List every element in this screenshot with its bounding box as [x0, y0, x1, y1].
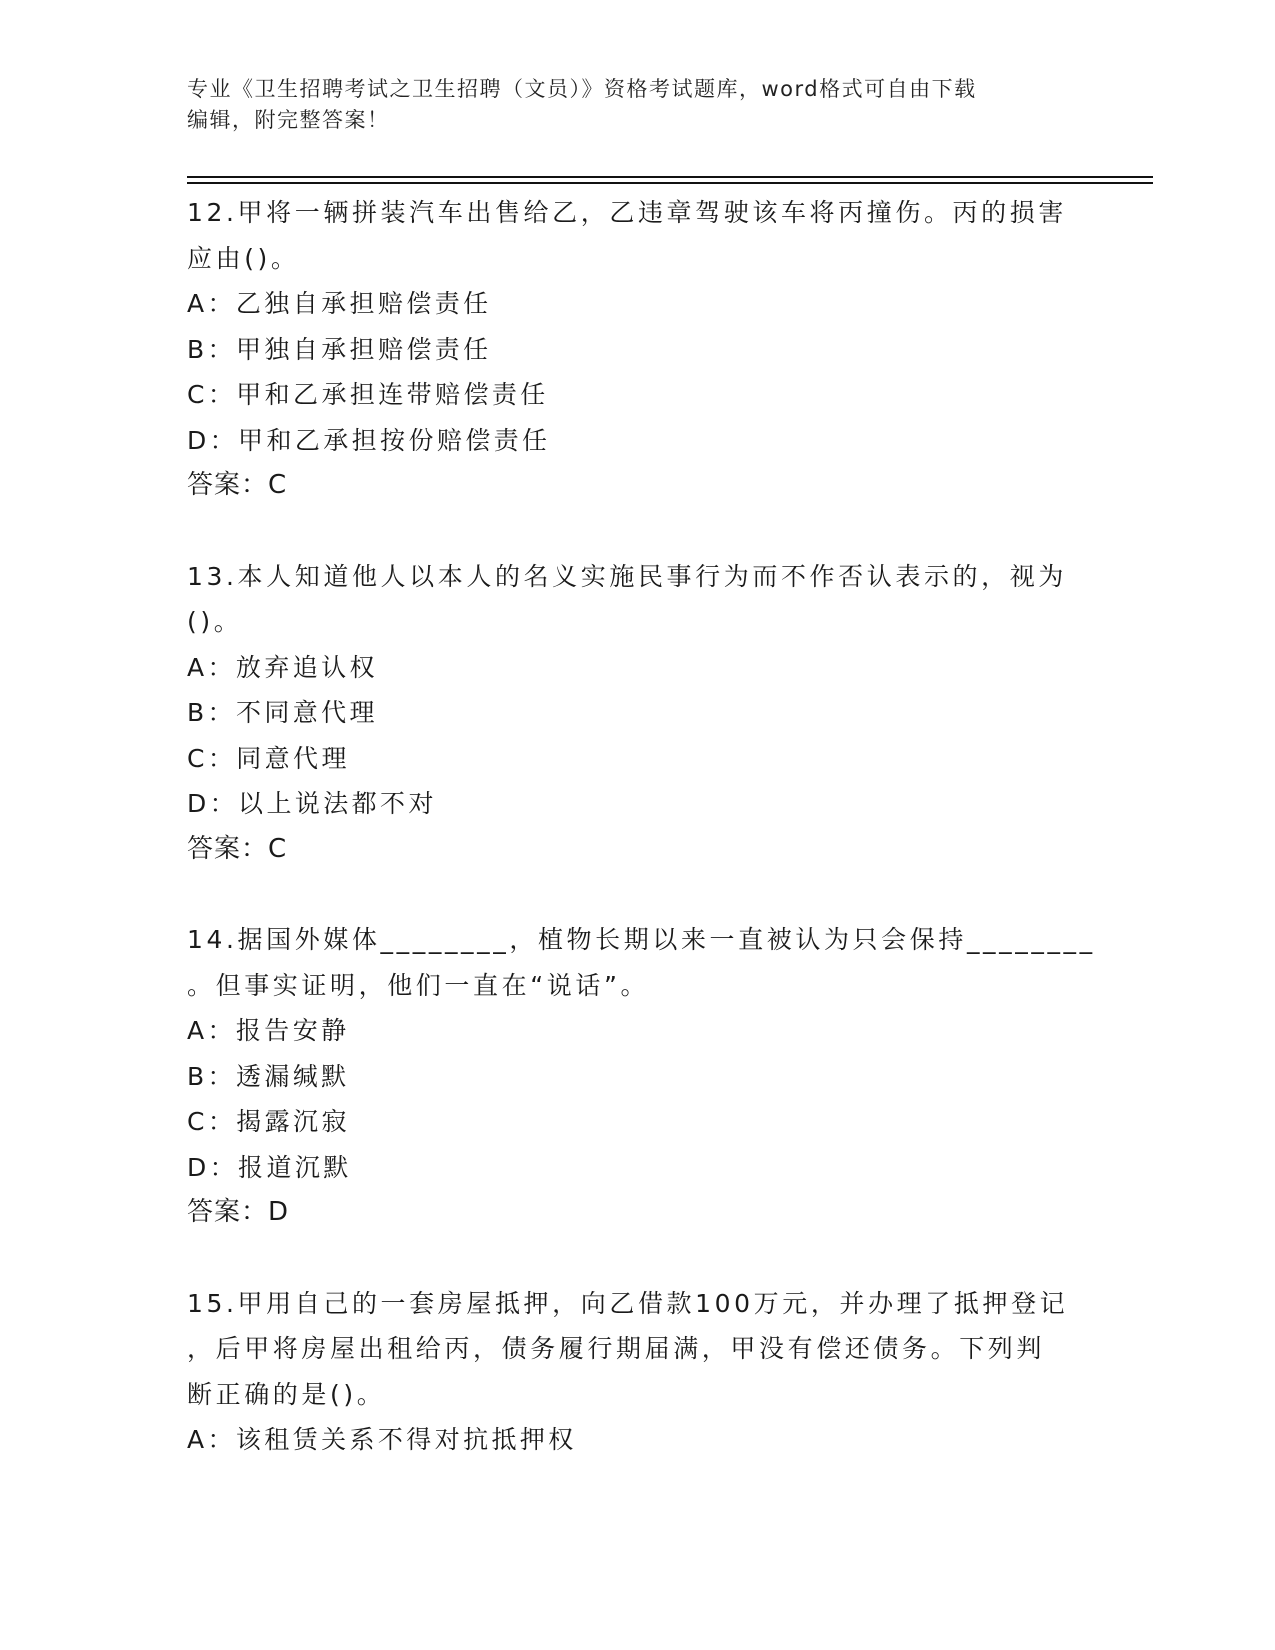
question-list [187, 190, 1096, 1508]
option-b: B：甲独自承担赔偿责任 [187, 334, 492, 364]
option-d: D：以上说法都不对 [187, 789, 437, 818]
header-divider-top [187, 176, 1153, 178]
header-line-1: 专业《卫生招聘考试之卫生招聘（文员）》资格考试题库，word格式可自由下载 [187, 77, 977, 101]
question-12 [187, 190, 1087, 509]
answer: 答案：C [187, 470, 288, 500]
question-13 [187, 554, 1087, 873]
option-a: A：报告安静 [187, 1016, 350, 1045]
option-c: C：揭露沉寂 [187, 1107, 350, 1136]
question-stem [187, 917, 1096, 1008]
option-c: C：甲和乙承担连带赔偿责任 [187, 380, 549, 409]
option-a: A：放弃追认权 [187, 652, 378, 682]
option-c: C：同意代理 [187, 743, 350, 773]
option-a: A：该租赁关系不得对抗抵押权 [187, 1425, 577, 1454]
stem-line: 应由()。 [187, 243, 300, 273]
header-line-2: 编辑，附完整答案！ [187, 108, 390, 132]
option-d: D：甲和乙承担按份赔偿责任 [187, 425, 551, 455]
option-a: A：乙独自承担赔偿责任 [187, 289, 492, 318]
question-15 [187, 1281, 1087, 1463]
stem-line: ，后甲将房屋出租给丙，债务履行期届满，甲没有偿还债务。下列判 [187, 1334, 1046, 1363]
stem-line: 。但事实证明，他们一直在“说话”。 [187, 970, 650, 1000]
answer: 答案：C [187, 833, 288, 864]
question-stem [187, 190, 1087, 281]
stem-line: 13.本人知道他人以本人的名义实施民事行为而不作否认表示的，视为 [187, 561, 1067, 591]
header-divider-bottom [187, 182, 1153, 184]
question-stem [187, 554, 1087, 645]
stem-line: 12.甲将一辆拼装汽车出售给乙，乙违章驾驶该车将丙撞伤。丙的损害 [187, 198, 1067, 227]
answer: 答案：D [187, 1197, 290, 1227]
stem-line: 15.甲用自己的一套房屋抵押，向乙借款100万元，并办理了抵押登记 [187, 1288, 1069, 1318]
stem-line: ()。 [187, 607, 243, 636]
option-b: B：透漏缄默 [187, 1061, 350, 1091]
document-header [187, 74, 1087, 136]
stem-line: 断正确的是()。 [187, 1379, 386, 1409]
stem-line: 14.据国外媒体________，植物长期以来一直被认为只会保持________ [187, 925, 1096, 954]
question-stem [187, 1281, 1087, 1418]
option-d: D：报道沉默 [187, 1152, 352, 1182]
option-b: B：不同意代理 [187, 698, 378, 727]
question-14 [187, 917, 1096, 1236]
